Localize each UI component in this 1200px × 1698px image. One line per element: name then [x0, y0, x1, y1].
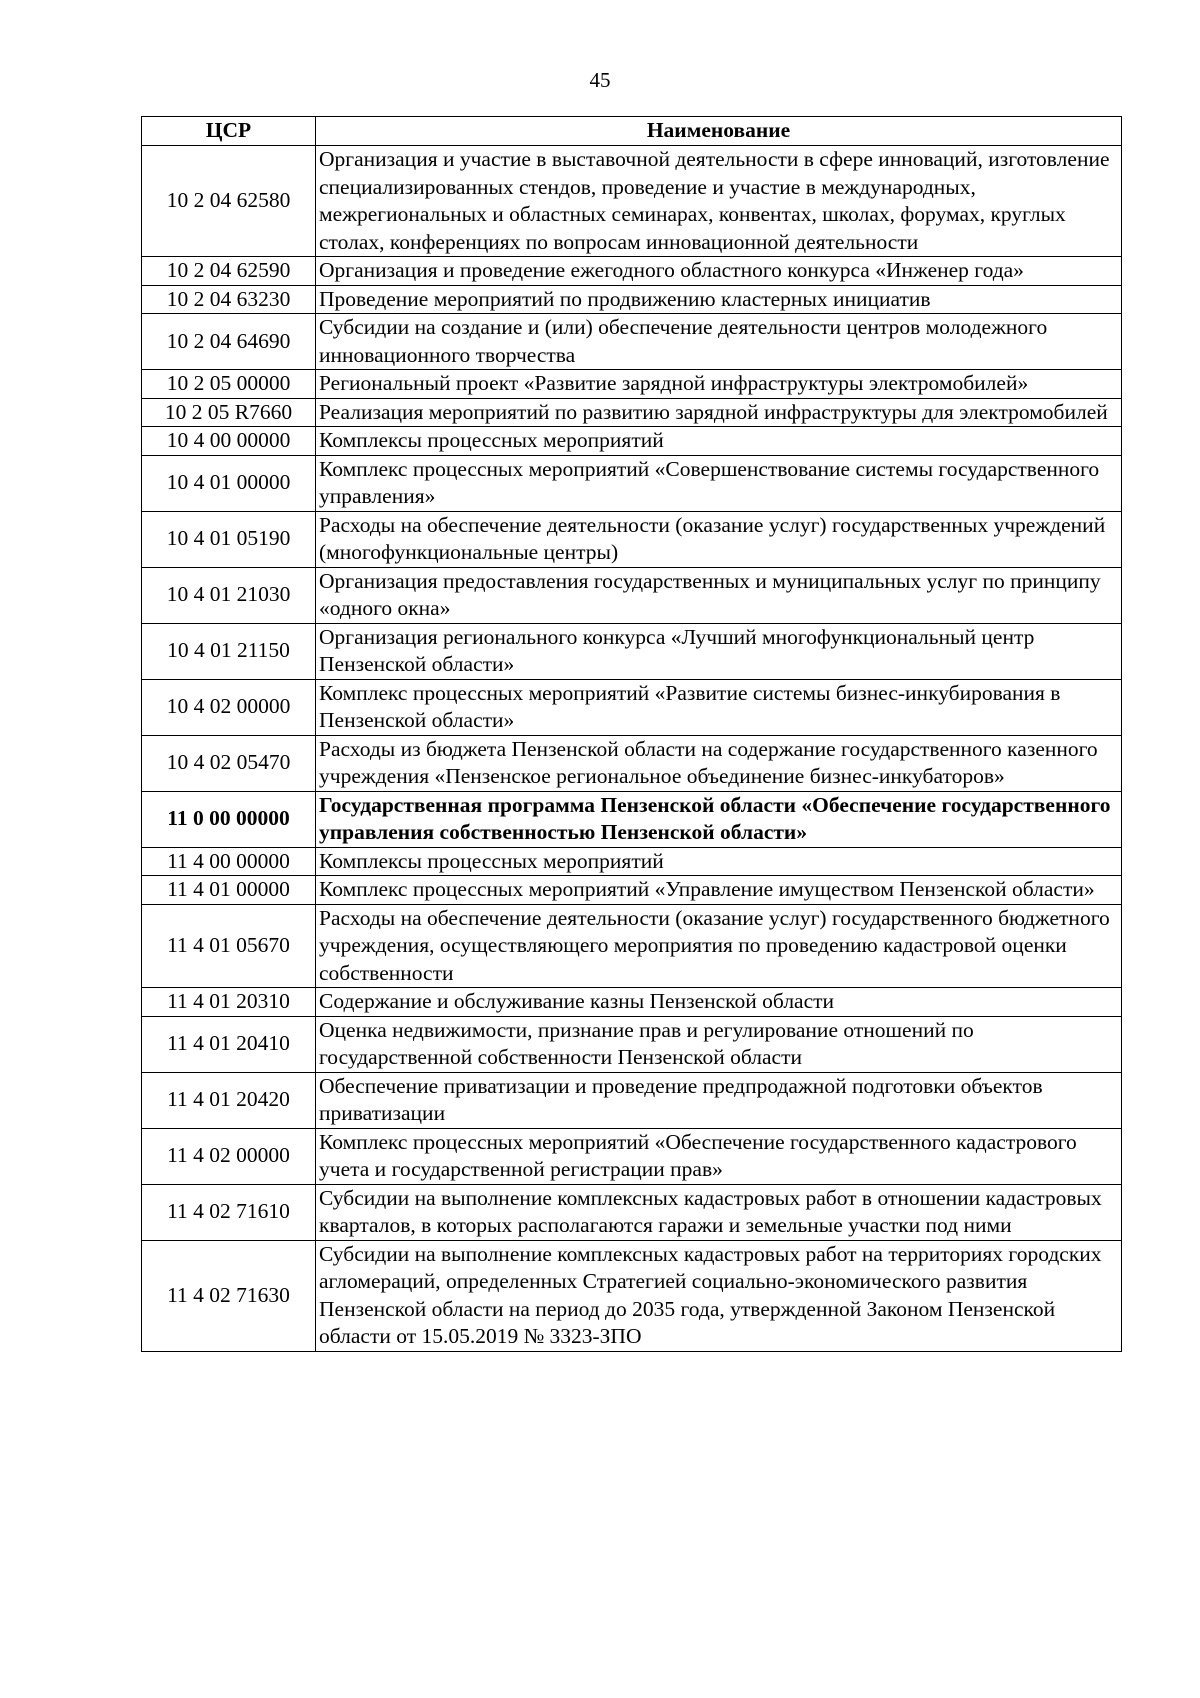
row-code: 10 2 04 63230 [142, 285, 316, 314]
table-row [142, 146, 1122, 257]
row-code: 10 4 02 05470 [142, 735, 316, 791]
budget-classification-table [141, 116, 1122, 1352]
row-code: 11 4 02 71610 [142, 1184, 316, 1240]
table-row [142, 1184, 1122, 1240]
row-code: 10 4 01 21150 [142, 623, 316, 679]
table-row [142, 314, 1122, 370]
row-code: 10 2 05 00000 [142, 370, 316, 399]
table-header-row [142, 117, 1122, 146]
row-name: Субсидии на выполнение комплексных кадастровых работ на территориях городских агломераций, определенных Стратегией социально-экономического развития Пензенской области на период до 2035 года, утвержденной Законом Пензенской области от 15.05.2019 № 3323-ЗПО [316, 1240, 1122, 1351]
row-code: 10 4 01 00000 [142, 455, 316, 511]
row-name: Расходы на обеспечение деятельности (оказание услуг) государственного бюджетного учреждения, осуществляющего мероприятия по проведению кадастровой оценки собственности [316, 904, 1122, 988]
row-code: 10 2 05 R7660 [142, 398, 316, 427]
row-name: Расходы на обеспечение деятельности (оказание услуг) государственных учреждений (многофункциональные центры) [316, 511, 1122, 567]
row-code: 10 2 04 62580 [142, 146, 316, 257]
table-row [142, 988, 1122, 1017]
row-name: Комплекс процессных мероприятий «Развитие системы бизнес-инкубирования в Пензенской области» [316, 679, 1122, 735]
row-name: Обеспечение приватизации и проведение предпродажной подготовки объектов приватизации [316, 1072, 1122, 1128]
row-name: Государственная программа Пензенской области «Обеспечение государственного управления собственностью Пензенской области» [316, 791, 1122, 847]
table-row [142, 1128, 1122, 1184]
row-name: Организация регионального конкурса «Лучший многофункциональный центр Пензенской области» [316, 623, 1122, 679]
row-code: 11 4 02 00000 [142, 1128, 316, 1184]
row-code: 10 4 00 00000 [142, 427, 316, 456]
table-row [142, 847, 1122, 876]
row-name: Субсидии на создание и (или) обеспечение деятельности центров молодежного инновационного творчества [316, 314, 1122, 370]
row-code: 10 2 04 64690 [142, 314, 316, 370]
table-row [142, 1240, 1122, 1351]
header-code: ЦСР [142, 117, 316, 146]
table-row [142, 567, 1122, 623]
row-name: Организация предоставления государственных и муниципальных услуг по принципу «одного окна» [316, 567, 1122, 623]
row-name: Оценка недвижимости, признание прав и регулирование отношений по государственной собственности Пензенской области [316, 1016, 1122, 1072]
table-row [142, 398, 1122, 427]
row-code: 11 4 01 20310 [142, 988, 316, 1017]
row-code: 11 4 01 00000 [142, 876, 316, 905]
table-row-program [142, 791, 1122, 847]
row-code: 10 4 02 00000 [142, 679, 316, 735]
row-name: Субсидии на выполнение комплексных кадастровых работ в отношении кадастровых кварталов, в которых располагаются гаражи и земельные участки под ними [316, 1184, 1122, 1240]
table-row [142, 257, 1122, 286]
row-name: Содержание и обслуживание казны Пензенской области [316, 988, 1122, 1017]
header-name: Наименование [316, 117, 1122, 146]
row-code: 11 4 01 20410 [142, 1016, 316, 1072]
row-name: Комплексы процессных мероприятий [316, 847, 1122, 876]
table-body [142, 146, 1122, 1352]
table-row [142, 904, 1122, 988]
table-row [142, 455, 1122, 511]
row-code: 11 4 01 20420 [142, 1072, 316, 1128]
row-name: Организация и участие в выставочной деятельности в сфере инноваций, изготовление специализированных стендов, проведение и участие в международных, межрегиональных и областных семинарах, конвентах, школах, форумах, круглых столах, конференциях по вопросам инновационной деятельности [316, 146, 1122, 257]
table-row [142, 511, 1122, 567]
table-row [142, 735, 1122, 791]
table-row [142, 623, 1122, 679]
row-name: Реализация мероприятий по развитию зарядной инфраструктуры для электромобилей [316, 398, 1122, 427]
row-name: Комплекс процессных мероприятий «Совершенствование системы государственного управления» [316, 455, 1122, 511]
row-code: 11 4 01 05670 [142, 904, 316, 988]
table-row [142, 679, 1122, 735]
row-code: 11 0 00 00000 [142, 791, 316, 847]
row-name: Комплекс процессных мероприятий «Обеспечение государственного кадастрового учета и государственной регистрации прав» [316, 1128, 1122, 1184]
table-row [142, 1072, 1122, 1128]
table-row [142, 427, 1122, 456]
row-code: 11 4 00 00000 [142, 847, 316, 876]
table-row [142, 876, 1122, 905]
row-code: 10 4 01 21030 [142, 567, 316, 623]
row-name: Организация и проведение ежегодного областного конкурса «Инженер года» [316, 257, 1122, 286]
row-name: Расходы из бюджета Пензенской области на содержание государственного казенного учреждения «Пензенское региональное объединение бизнес-инкубаторов» [316, 735, 1122, 791]
row-code: 11 4 02 71630 [142, 1240, 316, 1351]
row-code: 10 2 04 62590 [142, 257, 316, 286]
page-number: 45 [589, 68, 611, 92]
row-name: Комплекс процессных мероприятий «Управление имуществом Пензенской области» [316, 876, 1122, 905]
row-name: Проведение мероприятий по продвижению кластерных инициатив [316, 285, 1122, 314]
row-name: Региональный проект «Развитие зарядной инфраструктуры электромобилей» [316, 370, 1122, 399]
table-row [142, 285, 1122, 314]
row-name: Комплексы процессных мероприятий [316, 427, 1122, 456]
table-row [142, 1016, 1122, 1072]
row-code: 10 4 01 05190 [142, 511, 316, 567]
table-row [142, 370, 1122, 399]
